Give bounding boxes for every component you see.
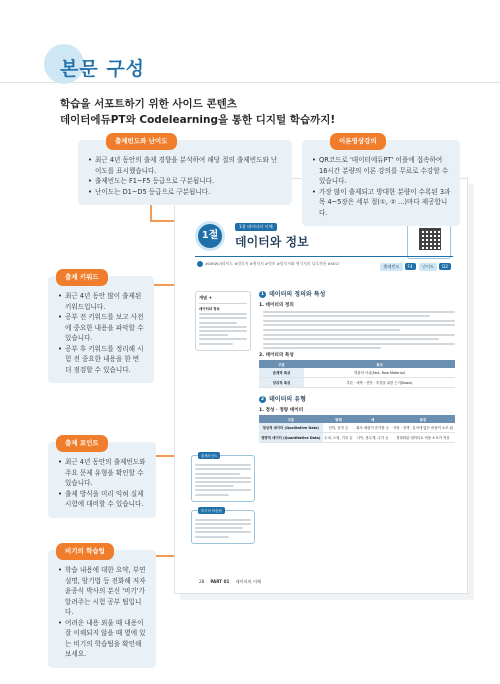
table-cell: 언어, 문자 등 xyxy=(323,423,355,433)
table-row xyxy=(259,433,455,443)
page-number: 28 xyxy=(199,579,205,584)
text-placeholder xyxy=(195,464,251,466)
table-cell: 수치, 도형, 기호 등 xyxy=(323,433,355,443)
text-placeholder xyxy=(195,485,234,487)
callout-keywords xyxy=(48,273,154,383)
text-placeholder xyxy=(195,523,251,525)
table-cell: 객관적 사실(Fact, Raw Material) xyxy=(304,368,455,378)
text-placeholder xyxy=(199,343,233,345)
page-subtitle xyxy=(60,96,335,128)
secret-tip-badge: 비기의 학습팁 xyxy=(198,507,225,514)
table-header: 특성 xyxy=(304,360,455,368)
text-placeholder xyxy=(263,311,455,313)
data-type-table xyxy=(259,415,455,443)
section-2-sub-1: 1. 정성 · 정량 데이터 xyxy=(259,408,304,414)
table-cell: 회사 매출이 증가함 등 xyxy=(354,423,390,433)
table-row xyxy=(259,423,455,433)
list-item: • 공부 전 키워드를 보고 사전에 중요한 내용을 파악할 수 있습니다. xyxy=(58,312,145,344)
text-placeholder xyxy=(195,477,251,479)
callout-lecture-list xyxy=(312,155,451,218)
text-placeholder xyxy=(263,329,400,331)
concept-subtitle: 데이터와 정보 xyxy=(199,307,220,311)
frequency-badges xyxy=(378,263,451,271)
main-column xyxy=(259,289,455,449)
callout-keywords-list xyxy=(58,291,145,375)
list-item: • 공부 후 키워드를 정리해 시험 전 중요한 내용을 한 번 더 점검할 수 있습니다. xyxy=(58,344,145,376)
frequency-prefix: 출제빈도 xyxy=(380,263,402,271)
difficulty-badge: D2 xyxy=(439,263,451,270)
text-placeholder xyxy=(263,338,439,340)
list-item: • 출제 방식을 미리 익혀 실제 시험에 대비할 수 있습니다. xyxy=(58,489,147,510)
table-row xyxy=(259,378,455,388)
section-number: 1 xyxy=(260,292,265,297)
text-placeholder xyxy=(199,317,247,319)
table-header: 구분 xyxy=(259,415,323,423)
data-characteristics-table xyxy=(259,360,455,388)
text-placeholder xyxy=(199,338,247,340)
text-placeholder xyxy=(263,343,455,345)
section-1-sub-1: 1. 데이터의 정의 xyxy=(259,303,294,308)
list-item: • 최근 4년 동안의 출제 경향을 분석하여 해당 절의 출제빈도와 난이도를 표시했습니다. xyxy=(88,155,283,176)
keyword-text: #DIKW피라미드 #암묵지 #형식지 #정보 #암묵지와 형식지의 상호작용 #SECI xyxy=(205,261,340,266)
text-placeholder xyxy=(199,322,237,324)
side-boxes xyxy=(191,455,255,552)
frequency-badge: F4 xyxy=(405,263,416,270)
chapter-tag: 1절 데이터의 이해 xyxy=(235,223,277,231)
subtitle-line-2: 데이터에듀PT와 Codelearning을 통한 디지털 학습까지! xyxy=(60,114,336,126)
keyword-line xyxy=(197,261,397,267)
table-cell: 추론 · 예측 · 전망 · 추정을 위한 근거(Basis) xyxy=(304,378,455,388)
title-divider xyxy=(0,82,500,83)
secret-tip-box xyxy=(191,510,255,544)
text-placeholder xyxy=(195,468,251,470)
callout-keywords-badge: 출제 키워드 xyxy=(56,269,108,286)
callout-lecture xyxy=(302,137,460,226)
table-header: 특징 xyxy=(391,415,455,423)
text-placeholder xyxy=(263,334,455,336)
text-placeholder xyxy=(199,330,247,332)
table-header-row xyxy=(259,415,455,423)
section-2-title xyxy=(259,394,455,403)
callout-exam-points-list xyxy=(58,457,147,510)
text-placeholder xyxy=(199,334,228,336)
difficulty-prefix: 난이도 xyxy=(419,263,437,271)
footer-part: PART 01 xyxy=(210,579,230,584)
callout-lecture-badge: 이론영상강의 xyxy=(330,133,386,150)
chapter-number: 1절 xyxy=(195,221,225,251)
exam-point-badge: 출제포인트 xyxy=(198,452,220,459)
text-placeholder xyxy=(195,527,243,529)
list-item: • 어려운 내용 외울 때 내용이 잘 이해되지 않을 때 옆에 있는 비기의 학습팁을 확인해보세요. xyxy=(58,618,147,660)
callout-frequency-list xyxy=(88,155,283,197)
list-item: • 학습 내용에 대한 요약, 부연 설명, 암기법 등 전화해 저자 윤종식 박사의 분신 '비기'가 알려주는 시험 공부 팁입니다. xyxy=(58,565,147,618)
section-1-sub-2: 2. 데이터의 특성 xyxy=(259,353,294,359)
list-item: • 가장 많이 출제되고 방대한 분량이 수록된 3과목 4~5장은 세부 절(①, ② ...)마다 제공합니다. xyxy=(312,187,451,219)
table-cell: 저장 · 검색 · 분석에 많은 비용이 소모 됨 xyxy=(391,423,455,433)
text-placeholder xyxy=(195,489,251,491)
text-placeholder xyxy=(199,326,247,328)
text-placeholder xyxy=(195,494,229,496)
page-title: 본문 구성 xyxy=(60,58,146,80)
key-icon xyxy=(197,261,203,267)
exam-point-box xyxy=(191,455,255,502)
concept-title: 개념 + xyxy=(199,295,247,304)
section-1-label: 데이터의 정의와 특성 xyxy=(269,291,326,298)
text-placeholder xyxy=(195,481,251,483)
table-cell: 정형화된 데이터로 비용 소모가 적음 xyxy=(391,433,455,443)
table-header: 구분 xyxy=(259,360,304,368)
callout-exam-points xyxy=(48,439,156,518)
text-placeholder xyxy=(195,536,229,538)
list-item: • 난이도는 D1~D5 등급으로 구분됩니다. xyxy=(88,187,283,198)
table-header: 예 xyxy=(354,415,390,423)
subtitle-line-1: 학습을 서포트하기 위한 사이드 콘텐츠 xyxy=(60,98,237,110)
text-placeholder xyxy=(195,531,251,533)
table-cell: 정성적 데이터 (Qualitative Data) xyxy=(259,423,323,433)
callout-secret-notes-badge: 비기의 학습팁 xyxy=(56,543,114,560)
table-header: 형태 xyxy=(323,415,355,423)
section-2-label: 데이터의 유형 xyxy=(269,396,306,404)
text-placeholder xyxy=(195,473,240,475)
callout-secret-notes-list xyxy=(58,565,147,660)
table-header-row xyxy=(259,360,455,368)
text-placeholder xyxy=(263,320,455,322)
qr-code-icon xyxy=(419,228,441,250)
section-1-title xyxy=(259,289,455,298)
table-cell: 존재적 특성 xyxy=(259,368,304,378)
table-row xyxy=(259,368,455,378)
callout-frequency-badge: 출제빈도와 난이도 xyxy=(106,133,177,150)
callout-secret-notes xyxy=(48,547,156,668)
text-placeholder xyxy=(263,347,381,349)
book-page-preview xyxy=(174,178,468,594)
text-placeholder xyxy=(195,519,251,521)
text-placeholder xyxy=(263,324,455,326)
text-placeholder xyxy=(199,313,247,315)
footer-title: 데이터의 이해 xyxy=(235,579,262,584)
list-item: • QR코드로 '데이터에듀PT' 어플에 접속하여 16시간 분량의 이론 강의를 무료로 수강할 수 있습니다. xyxy=(312,155,451,187)
chapter-title: 데이터와 정보 xyxy=(235,235,309,249)
callout-frequency xyxy=(78,137,292,205)
page-footer xyxy=(199,579,267,585)
chapter-divider xyxy=(195,256,453,257)
concept-box xyxy=(195,291,251,351)
callout-exam-points-badge: 출제 포인트 xyxy=(56,435,108,452)
text-placeholder xyxy=(263,315,430,317)
table-cell: 당위적 특성 xyxy=(259,378,304,388)
list-item: • 최근 4년 동안의 출제빈도와 주요 문제 유형을 확인할 수 있습니다. xyxy=(58,457,147,489)
table-cell: 정량적 데이터 (Quantitative Data) xyxy=(259,433,323,443)
list-item: • 최근 4년 동안 많이 출제된 키워드입니다. xyxy=(58,291,145,312)
section-number: 2 xyxy=(260,397,265,403)
table-cell: 나이, 몸무게, 주가 등 xyxy=(354,433,390,443)
list-item: • 출제빈도는 F1~F5 등급으로 구분됩니다. xyxy=(88,176,283,187)
